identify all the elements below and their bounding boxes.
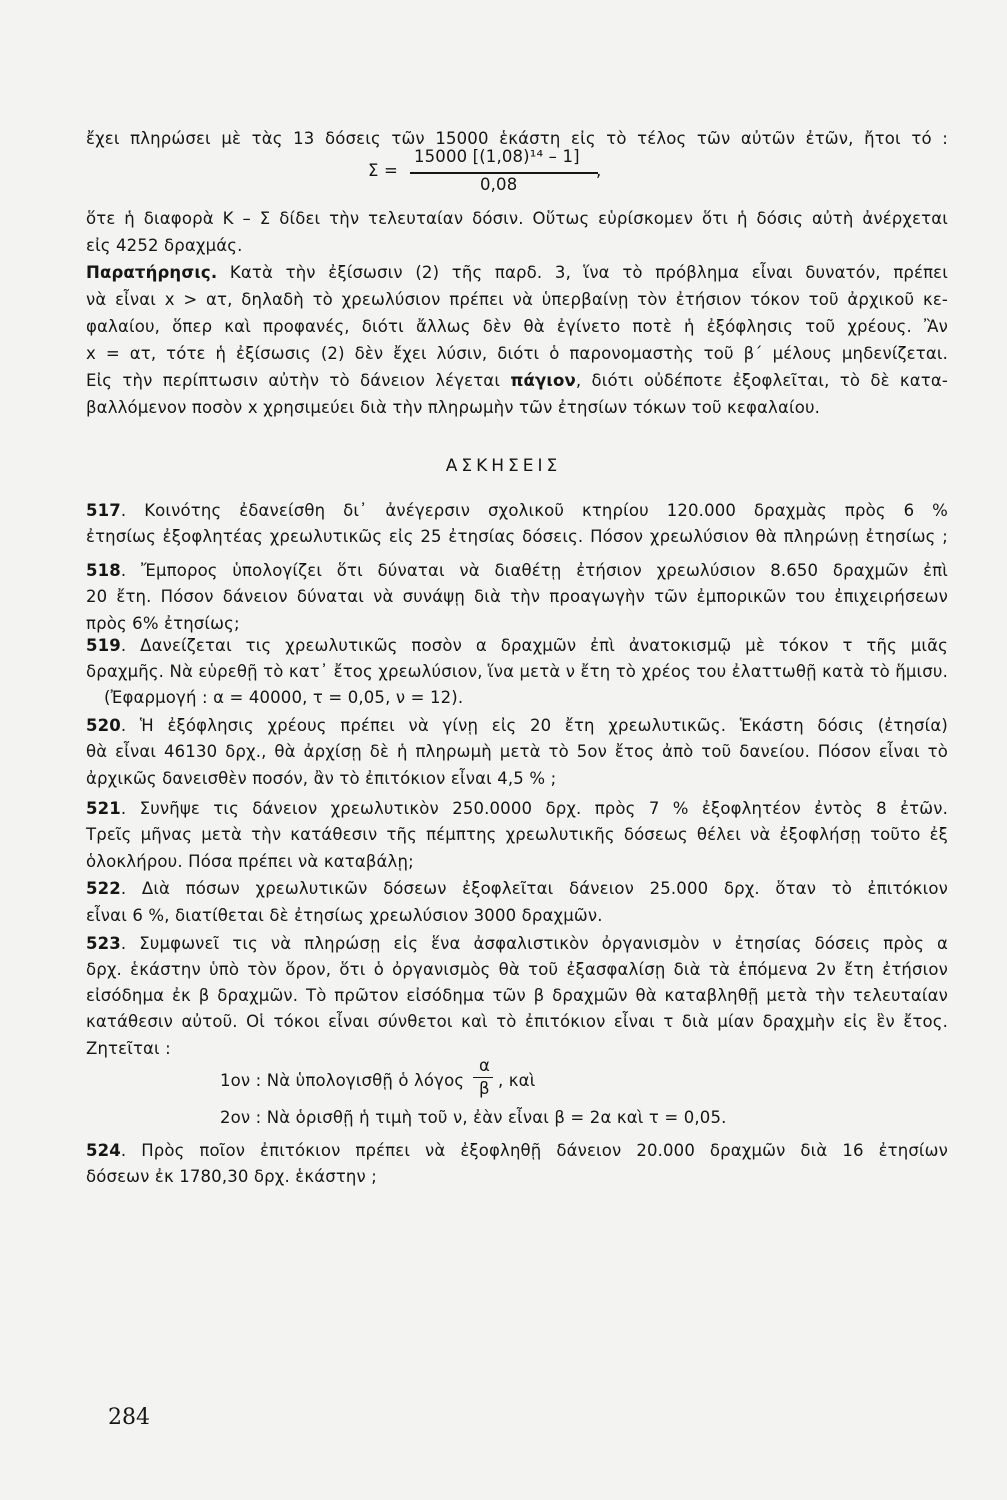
exercise-521-line-3: ὁλοκλήρου. Πόσα πρέπει νὰ καταβάλῃ; [86,852,414,871]
exercise-522-line-2: εἶναι 6 %, διατίθεται δὲ ἐτησίως χρεωλύσιον 3000 δραχμῶν. [86,906,603,925]
formula-numerator: 15000 [(1,08)¹⁴ – 1] [414,147,580,166]
exercise-518-line-3: πρὸς 6% ἐτησίως; [86,614,240,633]
section-heading: ΑΣΚΗΣΕΙΣ [445,456,562,476]
exercise-519-line-1: 519. Δανείζεται τις χρεωλυτικῶς ποσὸν α δραχμῶν ἐπὶ ἀνατοκισμῷ μὲ τόκον τ τῆς μιᾶς [86,636,948,655]
ratio-numerator: α [479,1056,491,1075]
exercise-521-line-2: Τρεῖς μῆνας μετὰ τὴν κατάθεσιν τῆς πέμπτης χρεωλυτικῆς δόσεως θέλει νὰ ἐξοφλήσῃ τοῦτο ἐξ [86,825,948,844]
remark-title: Παρατήρησις. [86,263,218,282]
exercise-520-line-1: 520. Ἡ ἐξόφλησις χρέους πρέπει νὰ γίνῃ εἰς 20 ἔτη χρεωλυτικῶς. Ἑκάστη δόσις (ἐτησία) [86,716,948,735]
formula-comma: , [596,161,602,180]
exercise-518-line-2: 20 ἔτη. Πόσον δάνειον δύναται νὰ συνάψῃ διὰ τὴν προαγωγὴν τῶν ἐμπορικῶν του ἐπιχειρήσεων [86,587,948,606]
remark-line-4: x = ατ, τότε ἡ ἐξίσωσις (2) δὲν ἔχει λύσιν, διότι ὁ παρονομαστὴς τοῦ β΄ μέλους μηδενίζεται. [86,344,948,363]
exercise-519-line-2: δραχμῆς. Νὰ εὑρεθῇ τὸ κατ᾽ ἔτος χρεωλύσιον, ἵνα μετὰ ν ἔτη τὸ χρέος του ἐλαττωθῇ κατὰ τὸ ἥμισυ. [86,662,948,681]
exercise-524-line-2: δόσεων ἐκ 1780,30 δρχ. ἑκάστην ; [86,1167,377,1186]
exercise-523-line-3: εἰσόδημα ἐκ β δραχμῶν. Τὸ πρῶτον εἰσόδημα τῶν β δραχμῶν θὰ καταβληθῇ μετὰ τὴν τελευταίαν [86,986,948,1005]
exercise-523-line-2: δρχ. ἑκάστην ὑπὸ τὸν ὅρον, ὅτι ὁ ὀργανισμὸς θὰ τοῦ ἐξασφαλίσῃ διὰ τὰ ἑπόμενα 2ν ἔτη ἐτήσιον [86,960,948,979]
exercise-523-line-4: κατάθεσιν αὐτοῦ. Οἱ τόκοι εἶναι σύνθετοι καὶ τὸ ἐπιτόκιον εἶναι τ διὰ μίαν δραχμὴν εἰς ἓν ἔτος. [86,1012,948,1031]
exercise-523-line-1: 523. Συμφωνεῖ τις νὰ πληρώσῃ εἰς ἕνα ἀσφαλιστικὸν ὀργανισμὸν ν ἐτησίας δόσεις πρὸς α [86,934,948,953]
bold-term: πάγιον [510,371,576,390]
remark-line-6: βαλλόμενον ποσὸν x χρησιμεύει διὰ τὴν πληρωμὴν τῶν ἐτησίων τόκων τοῦ κεφαλαίου. [86,398,821,417]
exercise-520-line-2: θὰ εἶναι 46130 δρχ., θὰ ἀρχίσῃ δὲ ἡ πληρωμὴ μετὰ τὸ 5ον ἔτος ἀπὸ τοῦ δανείου. Πόσον εἶναι τὸ [86,742,948,761]
remark-line-3: φαλαίου, ὅπερ καὶ προφανές, διότι ἄλλως δὲν θὰ ἐγίνετο ποτὲ ἡ ἐξόφλησις τοῦ χρέους. Ἂν [86,317,948,336]
exercise-523-item-2: 2ον : Νὰ ὁρισθῇ ἡ τιμὴ τοῦ ν, ἐὰν εἶναι β = 2α καὶ τ = 0,05. [220,1108,727,1127]
page-number: 284 [108,1405,150,1430]
exercise-523-item-1: 1ον : Νὰ ὑπολογισθῇ ὁ λόγος [220,1071,465,1090]
exercise-522-line-1: 522. Διὰ πόσων χρεωλυτικῶν δόσεων ἐξοφλεῖται δάνειον 25.000 δρχ. ὅταν τὸ ἐπιτόκιον [86,879,948,898]
text-line: εἰς 4252 δραχμάς. [86,236,243,255]
exercise-524-line-1: 524. Πρὸς ποῖον ἐπιτόκιον πρέπει νὰ ἐξοφληθῇ δάνειον 20.000 δραχμῶν διὰ 16 ἐτησίων [86,1141,948,1160]
exercise-523-line-5: Ζητεῖται : [86,1039,171,1058]
remark-line-1: Παρατήρησις. Κατὰ τὴν ἐξίσωσιν (2) τῆς παρδ. 3, ἵνα τὸ πρόβλημα εἶναι δυνατόν, πρέπει [86,263,948,282]
formula-lhs: Σ = [368,161,398,180]
exercise-520-line-3: ἀρχικῶς δανεισθὲν ποσόν, ἂν τὸ ἐπιτόκιον εἶναι 4,5 % ; [86,769,557,788]
text-line: ἔχει πληρώσει μὲ τὰς 13 δόσεις τῶν 15000 ἑκάστη εἰς τὸ τέλος τῶν αὐτῶν ἐτῶν, ἤτοι τό : [86,129,948,148]
formula-denominator: 0,08 [480,175,518,194]
remark-line-5: Εἰς τὴν περίπτωσιν αὐτὴν τὸ δάνειον λέγεται πάγιον, διότι οὐδέποτε ἐξοφλεῖται, τὸ δὲ κατα- [86,371,949,390]
exercise-518-line-1: 518. Ἔμπορος ὑπολογίζει ὅτι δύναται νὰ διαθέτῃ ἐτήσιον χρεωλύσιον 8.650 δραχμῶν ἐπὶ [86,561,948,580]
ratio-denominator: β [479,1079,490,1098]
item-1-suffix: , καὶ [498,1071,536,1090]
exercise-517-line-1: 517. Κοινότης ἐδανείσθη δι᾽ ἀνέγερσιν σχολικοῦ κτηρίου 120.000 δραχμὰς πρὸς 6 % [86,501,948,520]
exercise-517-line-2: ἐτησίως ἐξοφλητέας χρεωλυτικῶς εἰς 25 ἐτησίας δόσεις. Πόσον χρεωλύσιον θὰ πληρώνῃ ἐτησίως ; [86,527,948,546]
exercise-521-line-1: 521. Συνῆψε τις δάνειον χρεωλυτικὸν 250.0000 δρχ. πρὸς 7 % ἐξοφλητέον ἐντὸς 8 ἐτῶν. [86,799,948,818]
text-line: ὅτε ἡ διαφορὰ Κ – Σ δίδει τὴν τελευταίαν δόσιν. Οὕτως εὑρίσκομεν ὅτι ἡ δόσις αὐτὴ ἀνέρχεται [86,209,948,228]
exercise-519-line-3: (Ἐφαρμογή : α = 40000, τ = 0,05, ν = 12). [104,688,464,707]
remark-line-2: νὰ εἶναι x > ατ, δηλαδὴ τὸ χρεωλύσιον πρέπει νὰ ὑπερβαίνῃ τὸν ἐτήσιον τόκον τοῦ ἀρχικοῦ κε- [86,290,948,309]
